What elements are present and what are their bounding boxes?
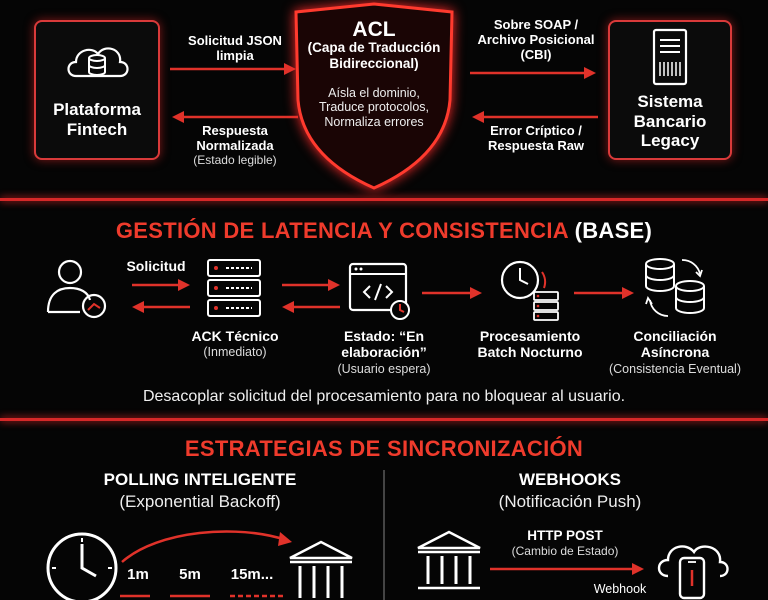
webhook-label: Webhook (593, 582, 647, 596)
error-label: Error Críptico / Respuesta Raw (487, 123, 585, 153)
divider-top (0, 198, 768, 201)
clock-batch-icon (498, 258, 564, 322)
acl-title: ACL (352, 18, 396, 41)
state-sublabel: (Usuario espera) (337, 362, 431, 376)
user-icon (44, 256, 114, 324)
acl-subtitle: (Capa de Traducción Bidireccional) (307, 40, 441, 71)
http-post-arrow (490, 562, 650, 576)
state-label: Estado: “En elaboración” (341, 328, 427, 361)
ack-sublabel: (Inmediato) (203, 345, 267, 359)
interval-3: 15m... (230, 566, 274, 583)
ack-back-arrow (282, 300, 342, 314)
polling-subtitle: (Exponential Backoff) (119, 492, 281, 511)
reconcile-sublabel: (Consistencia Eventual) (608, 362, 741, 376)
bank-icon-webhooks (414, 530, 484, 592)
sync-divider (383, 470, 385, 600)
latency-return-arrow (132, 300, 192, 314)
batch-label: Procesamiento Batch Nocturno (477, 328, 583, 361)
server-tower-icon (648, 28, 692, 88)
database-sync-icon (638, 254, 714, 322)
interval-dashes (120, 592, 290, 600)
latency-title-main: GESTIÓN DE LATENCIA Y CONSISTENCIA (115, 218, 569, 243)
clock-icon (44, 530, 120, 600)
request-label: Solicitud JSON limpia (188, 33, 282, 63)
http-post-label: HTTP POST (527, 528, 603, 543)
ack-label: ACK Técnico (191, 328, 279, 344)
request-arrow (170, 62, 300, 76)
cloud-phone-icon (654, 536, 732, 600)
soap-label: Sobre SOAP / Archivo Posicional (CBI) (477, 17, 595, 62)
reconcile-label: Conciliación Asíncrona (633, 328, 717, 361)
latency-footer: Desacoplar solicitud del procesamiento para no bloquear al usuario. (142, 388, 626, 405)
legacy-system-label: Sistema Bancario Legacy (633, 92, 707, 151)
response-sublabel: (Estado legible) (193, 153, 277, 167)
polling-curve-arrow (118, 524, 298, 564)
webhooks-subtitle: (Notificación Push) (498, 492, 642, 511)
state-to-batch-arrow (422, 286, 486, 300)
polling-title: POLLING INTELIGENTE (103, 470, 297, 489)
acl-description: Aísla el dominio, Traduce protocolos, Normaliza errores (318, 86, 429, 129)
latency-request-label: Solicitud (126, 258, 186, 274)
latency-section-title (0, 218, 768, 244)
sync-section-title: ESTRATEGIAS DE SINCRONIZACIÓN (184, 436, 584, 461)
cloud-database-icon (62, 34, 132, 84)
soap-arrow (470, 66, 600, 80)
divider-bottom (0, 418, 768, 421)
bank-icon-polling (286, 540, 356, 600)
error-arrow (470, 110, 600, 124)
latency-request-arrow (132, 278, 192, 292)
fintech-platform-label: Plataforma Fintech (53, 100, 141, 139)
batch-to-reconcile-arrow (574, 286, 638, 300)
http-post-sublabel: (Cambio de Estado) (511, 544, 619, 558)
code-window-icon (348, 262, 412, 322)
latency-title-base: (BASE) (574, 218, 653, 243)
interval-2: 5m (179, 566, 201, 583)
webhooks-title: WEBHOOKS (519, 470, 621, 489)
server-rack-icon (204, 258, 264, 322)
interval-1: 1m (127, 566, 149, 583)
ack-forward-arrow (282, 278, 342, 292)
response-label: Respuesta Normalizada (196, 123, 274, 153)
response-arrow (170, 110, 300, 124)
